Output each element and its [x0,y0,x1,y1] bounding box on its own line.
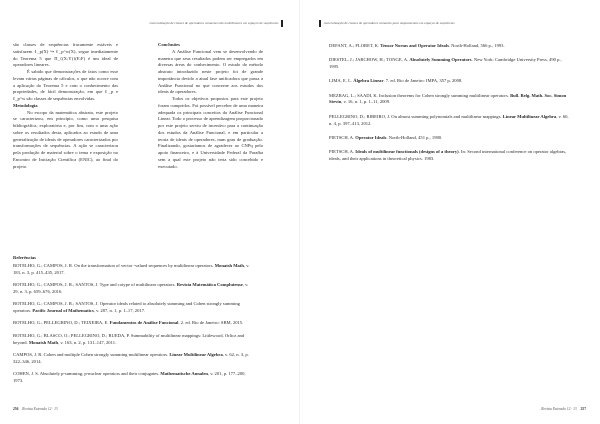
journal-name: Revista Extensão 12 · 13 [22,407,58,411]
reference-item: PELLEGRINO, D.; RIBEIRO, J. On almost summing polynomials and multilinear mappings. Linear Multilinear Algebra, v. 60, n. 4, p. 397–413, 2012. [329,113,569,126]
running-head-right: Generalização de classes de operadores somantes para mapeamentos em espaços de sequências [316,17,455,29]
section-title-metodologia: Metodologia [13,102,38,108]
journal-name: Revista Extensão 12 · 13 [541,407,577,411]
section-title-conclusoes: Conclusões [158,42,180,47]
reference-item: LIMA, E. L. Álgebra Linear. 7. ed. Rio de Janeiro: IMPA, 357 p, 2008. [329,78,463,84]
reference-item: DIESTEL, J.; JARCHOW, H.; TONGE, A. Absolutely Summing Operators. New York: Cambridge University Press, 490 p., 1995. [329,57,562,70]
left-column-1 [13,42,118,247]
paragraph: Todos os objetivos propostos para este projeto foram cumpridos. Foi possível perceber de uma maneira adequada os principais conceitos da Análise Funcional Linear. Todo o processo de aprendizagem proporcionado por este projeto serviu de incentivo para a continuação dos estudos da Análise Funcional, e em particular a teoria de ideais de operadores, num grau de graduação. Finalizando, gostaríamos de agradecer ao CNPq pelo apoio financeiro, e à Universidade Federal da Paraíba sem a qual este projeto não teria sido concebido e executado. [158,96,263,169]
running-head-rule [319,20,321,27]
running-head-left: Generalização de classes de operadores somantes não multilineares em espaços de sequências [150,17,286,29]
reference-item: MEZRAG, L.; SAADI, K. Inclusion theorems for Cohen strongly summing multilinear operators. Bull. Belg. Math. Soc. Simon Stevin, v. 16, n. 1, p. 1–11, 2009. [329,92,567,105]
running-head-rule [281,20,283,27]
reference-item: BOTELHO, G.; CAMPOS, J. R.; SANTOS, J. Operator ideals related to absolutely summing and Cohen strongly summing operators. Pacific Journal of Mathematics, v. 287, n. 1, p. 1–17, 2017. [13,301,240,313]
reference-item: BOTELHO, G.; PELLEGRINO, D.; TEIXEIRA, E. Fundamentos de Análise Funcional. 2. ed. Rio de Janeiro: SBM, 2015. [13,320,244,326]
paragraph: A Análise Funcional vem se desenvolvendo de maneira que seus resultados podem ser empregados em diversas áreas do conhecimento. O estudo do método abstrato introduzido neste projeto foi de grande importância devido a atual fase unificadora que passa a Análise Funcional no que concerne aos estudos dos ideais de operadores. [158,48,263,95]
paragraph: No escopo da matemática abstrata, este projeto se caracterizou, em princípio, como uma pesquisa bibliográfica, exploratória e, por fim, com o uma ação sobre os resultados desta, aplicados ao estudo de uma generalização de ideais de operadores caracterizados por transformações de sequências. A ação se caracterizou pela produção de material sobre o tema e exposição no Encontro de Iniciação Científica (ENIC), ao final do projeto. [13,109,118,169]
references-list-left [13,255,253,390]
left-column-2 [158,42,263,247]
reference-item: PIETSCH, A. Ideals of multilinear functionals (designs of a theory). In: Second international conference on operator algebras, ideals, and their applications in theoretical physics. 1983. [329,149,567,161]
page-number: 256 [13,407,19,411]
folio-left [13,407,58,411]
reference-item: DEFANT, A.; FLORET, K. Tensor Norms and Operator Ideals. North-Holland, 566 p., 1993. [329,43,505,48]
page-number: 257 [580,407,586,411]
folio-right [541,407,586,411]
paragraph: É sabido que demonstrações de fatos como esse levam várias páginas de cálculos, o que não ocorre com a aplicação do Teorema 5 e com o conhecimento das propriedades, de fácil demonstração, em que ℓ_p e ℓ_p^w são classes de sequências envolvidas. [13,69,118,101]
reference-item: BOTELHO, G.; BLASCO, O.; PELLEGRINO, D.; RUEDA, P. Summability of multilinear mappings: Littlewood, Orlicz and beyond. Monatsh Math, v. 163, n. 2, p. 131–147, 2011. [13,332,245,345]
reference-item: COHEN, J. S. Absolutely p-summing, p-nuclear operators and their conjugates. Mathematische Annalen, v. 201, p. 177–200, 1973. [13,371,246,383]
reference-item: BOTELHO, G.; CAMPOS, J. R.; SANTOS, J. Type and cotype of multilinear operators. Revista Matemática Complutense, v. 29, n. 3, p. 659–676, 2016. [13,281,249,294]
reference-item: BOTELHO, G.; CAMPOS, J. R. On the transformation of vector -valued sequences by multilinear operators. Monatsh Math, v. 183, n. 3, p. 415–435, 2017. [13,262,250,275]
reference-item: PIETSCH, A. Operator Ideals. North-Holland, 451 p., 1980. [329,134,443,140]
paragraph: são classes de sequências fracamente estáveis e satisfazem ℓ_p(X) ↪ ℓ_p^w(X), segue imediatamente do Teorema 5 que Π_{(X;Y)}(E;F) é um ideal de operadores lineares. [13,42,118,68]
references-title: Referências [13,255,36,260]
references-list-right [329,43,570,170]
reference-item: CAMPOS, J. R. Cohen and multiple Cohen strongly summing multilinear operators. Linear Multilinear Algebra, v. 62, n. 3, p. 322–346, 2014. [13,351,249,364]
